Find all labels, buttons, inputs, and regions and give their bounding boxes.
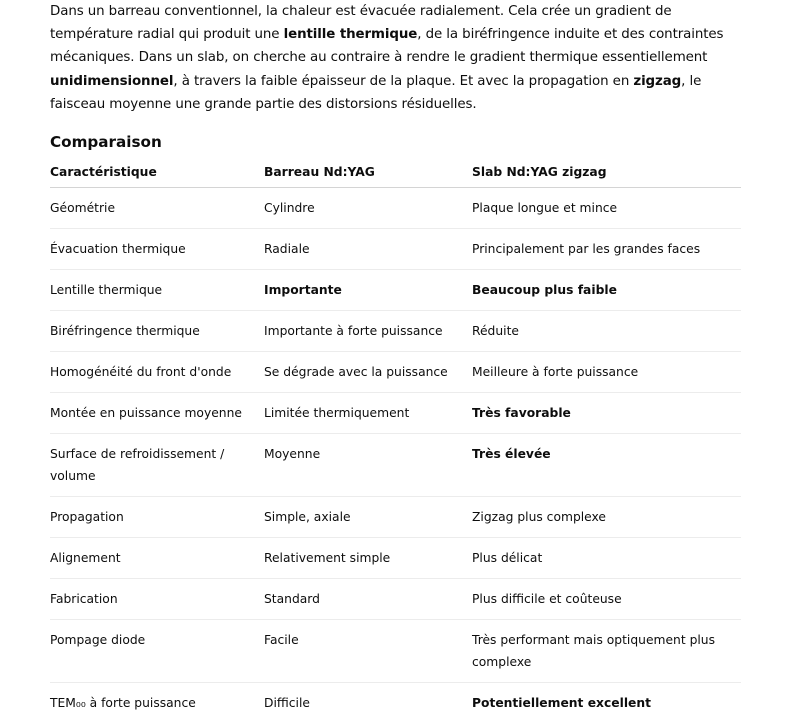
intro-text-4: , le faisceau moyenne une grande partie des distorsions résiduelles. bbox=[50, 73, 702, 112]
table-cell: Propagation bbox=[50, 497, 264, 538]
table-cell: Meilleure à forte puissance bbox=[472, 352, 741, 393]
table-row bbox=[50, 434, 741, 497]
table-cell: Difficile bbox=[264, 696, 310, 710]
table-cell: Géométrie bbox=[50, 188, 264, 229]
table-cell: Lentille thermique bbox=[50, 270, 264, 311]
table-cell: Plaque longue et mince bbox=[472, 188, 741, 229]
table-row bbox=[50, 497, 741, 538]
table-row bbox=[50, 683, 741, 724]
table-cell: Plus difficile et coûteuse bbox=[472, 579, 741, 620]
table-cell: Fabrication bbox=[50, 579, 264, 620]
intro-bold-1: lentille thermique bbox=[283, 27, 418, 43]
header-characteristic: Caractéristique bbox=[50, 160, 264, 188]
table-cell: Cylindre bbox=[264, 188, 472, 229]
intro-text-3: , à travers la faible épaisseur de la plaque. Et avec la propagation en bbox=[173, 73, 634, 89]
table-cell: Pompage diode bbox=[50, 620, 264, 683]
table-cell: Importante à forte puissance bbox=[264, 311, 472, 352]
intro-paragraph bbox=[50, 0, 742, 116]
table-cell: Radiale bbox=[264, 229, 472, 270]
table-cell: Montée en puissance moyenne bbox=[50, 393, 264, 434]
table-cell: Surface de refroidissement / volume bbox=[50, 434, 264, 497]
table-row bbox=[50, 229, 741, 270]
table-row bbox=[50, 352, 741, 393]
table-row bbox=[50, 188, 741, 229]
table-cell: Évacuation thermique bbox=[50, 229, 264, 270]
table-cell: Très performant mais optiquement plus complexe bbox=[472, 620, 741, 683]
table-row bbox=[50, 620, 741, 683]
table-cell: Standard bbox=[264, 579, 472, 620]
table-cell: Limitée thermiquement bbox=[264, 393, 472, 434]
table-cell: Potentiellement excellent bbox=[472, 696, 652, 710]
intro-bold-2: unidimensionnel bbox=[50, 73, 174, 89]
section-title: Comparaison bbox=[50, 133, 162, 151]
header-rod: Barreau Nd:YAG bbox=[264, 160, 472, 188]
table-header-row bbox=[50, 160, 741, 188]
table-cell: Très favorable bbox=[472, 393, 741, 434]
table-cell: Biréfringence thermique bbox=[50, 311, 264, 352]
table-cell: Facile bbox=[264, 620, 472, 683]
intro-bold-3: zigzag bbox=[633, 73, 682, 89]
table-cell: Moyenne bbox=[264, 434, 472, 497]
table-cell: Relativement simple bbox=[264, 538, 472, 579]
table-row bbox=[50, 270, 741, 311]
table-cell: Se dégrade avec la puissance bbox=[264, 352, 472, 393]
table-cell: Principalement par les grandes faces bbox=[472, 229, 741, 270]
table-cell: Alignement bbox=[50, 538, 264, 579]
table-row bbox=[50, 311, 741, 352]
table-cell: Beaucoup plus faible bbox=[472, 270, 741, 311]
message-content bbox=[50, 0, 742, 710]
header-slab: Slab Nd:YAG zigzag bbox=[472, 160, 741, 188]
table-cell: Zigzag plus complexe bbox=[472, 497, 741, 538]
table-row bbox=[50, 579, 741, 620]
table-cell: TEM₀₀ à forte puissance bbox=[50, 696, 196, 710]
table-cell: Importante bbox=[264, 270, 472, 311]
table-row bbox=[50, 393, 741, 434]
table-cell: Réduite bbox=[472, 311, 741, 352]
table-cell: Homogénéité du front d'onde bbox=[50, 352, 264, 393]
table-row bbox=[50, 538, 741, 579]
comparison-table bbox=[50, 160, 741, 723]
intro-text-1: Dans un barreau conventionnel, la chaleur est évacuée radialement. Cela crée un gradient de température radial qui produit une bbox=[50, 4, 672, 43]
table-cell: Simple, axiale bbox=[264, 497, 472, 538]
table-cell: Très élevée bbox=[472, 434, 741, 497]
intro-text-2: , de la biréfringence induite et des contraintes mécaniques. Dans un slab, on cherche au contraire à rendre le gradient thermique essentiellement bbox=[50, 27, 724, 66]
table-cell: Plus délicat bbox=[472, 538, 741, 579]
